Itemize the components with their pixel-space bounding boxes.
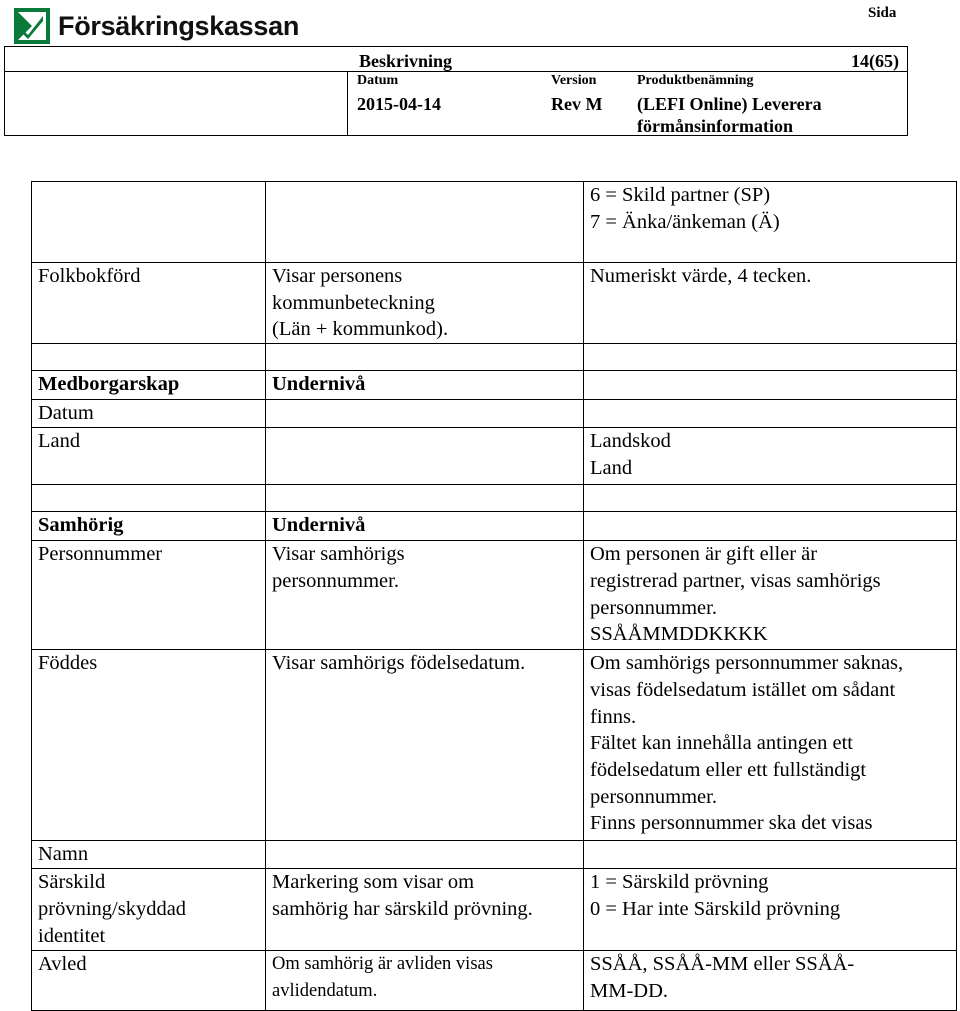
product-value: (LEFI Online) Leverera förmånsinformation [637,94,822,136]
field-name-cell [32,951,266,1011]
field-description-cell [266,512,584,541]
page-label: Sida [868,5,897,21]
field-description-cell [266,182,584,263]
field-description-cell [266,841,584,869]
field-description-cell [266,400,584,428]
field-format-cell [584,841,957,869]
field-format-text: finns. [590,705,637,728]
field-format-cell [584,951,957,1011]
field-format-text: födelsedatum eller ett fullständigt [590,758,867,781]
field-name-cell [32,650,266,841]
field-format-text: 7 = Änka/änkeman (Ä) [590,210,780,233]
row-sarskild-provning [32,869,957,951]
datum-value: 2015-04-14 [357,94,441,114]
field-format-cell [584,650,957,841]
field-format-text: Om samhörigs personnummer saknas, [590,652,904,675]
field-description-text: personnummer. [272,569,399,592]
row-spacer-1 [32,344,957,371]
row-foddes [32,650,957,841]
field-format-cell [584,428,957,485]
header-divider [5,71,907,72]
field-description-text: Undernivå [272,514,366,537]
field-name-cell [32,841,266,869]
field-description-cell [266,371,584,400]
field-description-cell [266,485,584,512]
row-samhorig [32,512,957,541]
field-format-text: SSÅÅ, SSÅÅ-MM eller SSÅÅ- [590,953,855,976]
field-name-text: Datum [38,402,94,425]
field-format-cell [584,869,957,951]
document-header [4,46,908,136]
row-kod-continued [32,182,957,263]
row-datum [32,400,957,428]
field-description-text: Markering som visar om [272,871,475,894]
field-format-cell [584,512,957,541]
field-description-text: kommunbeteckning [272,291,435,314]
field-description-text: Undernivå [272,373,366,396]
field-name-cell [32,263,266,344]
version-label: Version [551,73,597,88]
row-spacer-2 [32,485,957,512]
field-name-text: Namn [38,843,89,866]
logo [14,6,299,46]
field-name-text: Personnummer [38,543,163,566]
field-description-text: Visar samhörigs [272,543,405,566]
field-description-text: Om samhörig är avliden visas [272,954,493,975]
field-format-text: registrerad partner, visas samhörigs [590,569,881,592]
field-format-text: Numeriskt värde, 4 tecken. [590,265,812,287]
field-name-cell [32,344,266,371]
row-folkbokford [32,263,957,344]
field-name-cell [32,400,266,428]
field-name-cell [32,485,266,512]
product-label: Produktbenämning [637,73,754,88]
field-name-text: Medborgarskap [38,373,180,396]
field-format-text: personnummer. [590,596,717,619]
field-name-text: Avled [38,953,87,976]
forsakringskassan-logo-icon [14,8,50,44]
field-description-text: samhörig har särskild prövning. [272,897,533,920]
field-name-text: Land [38,430,81,453]
field-description-cell [266,428,584,485]
logo-text: Försäkringskassan [58,10,300,41]
row-personnummer [32,541,957,650]
field-format-text: SSÅÅMMDDKKKK [590,623,768,646]
field-name-cell [32,182,266,263]
field-description-text: Visar samhörigs födelsedatum. [272,652,526,675]
field-spec-table [31,181,957,1011]
field-format-text: 0 = Har inte Särskild prövning [590,897,841,920]
page-number: 14(65) [851,51,899,71]
field-name-text: prövning/skyddad [38,897,187,920]
version-value: Rev M [551,94,603,114]
field-name-cell [32,512,266,541]
field-description-cell [266,951,584,1011]
field-format-text: MM-DD. [590,979,669,1002]
field-format-text: 6 = Skild partner (SP) [590,184,771,206]
field-format-text: Land [590,456,633,479]
field-format-text: 1 = Särskild prövning [590,871,769,894]
field-name-cell [32,869,266,951]
field-name-text: Samhörig [38,514,124,537]
field-format-text: Om personen är gift eller är [590,543,818,566]
field-name-text: Folkbokförd [38,265,141,287]
field-description-cell [266,650,584,841]
field-format-text: personnummer. [590,785,717,808]
field-description-cell [266,541,584,650]
document-type: Beskrivning [359,51,453,71]
row-namn [32,841,957,869]
field-name-cell [32,541,266,650]
row-medborgarskap [32,371,957,400]
field-name-text: Föddes [38,652,98,675]
field-description-cell [266,263,584,344]
field-format-text: Landskod [590,430,671,453]
field-description-text: Visar personens [272,265,403,287]
row-avled [32,951,957,1011]
field-name-text: Särskild [38,871,106,894]
field-format-text: Finns personnummer ska det visas [590,812,873,835]
field-format-cell [584,182,957,263]
field-format-text: visas födelsedatum istället om sådant [590,678,896,701]
header-vertical-divider [347,71,348,135]
field-format-cell [584,371,957,400]
field-format-cell [584,263,957,344]
field-description-cell [266,869,584,951]
field-format-text: Fältet kan innehålla antingen ett [590,732,853,755]
field-format-cell [584,344,957,371]
field-name-cell [32,428,266,485]
field-format-cell [584,400,957,428]
row-land [32,428,957,485]
field-spec-body [32,182,957,1011]
field-name-text: identitet [38,924,106,947]
field-description-cell [266,344,584,371]
field-name-cell [32,371,266,400]
datum-label: Datum [357,73,399,88]
field-description-text: avlidendatum. [272,980,378,1001]
field-description-text: (Län + kommunkod). [272,318,449,341]
field-format-cell [584,485,957,512]
field-format-cell [584,541,957,650]
